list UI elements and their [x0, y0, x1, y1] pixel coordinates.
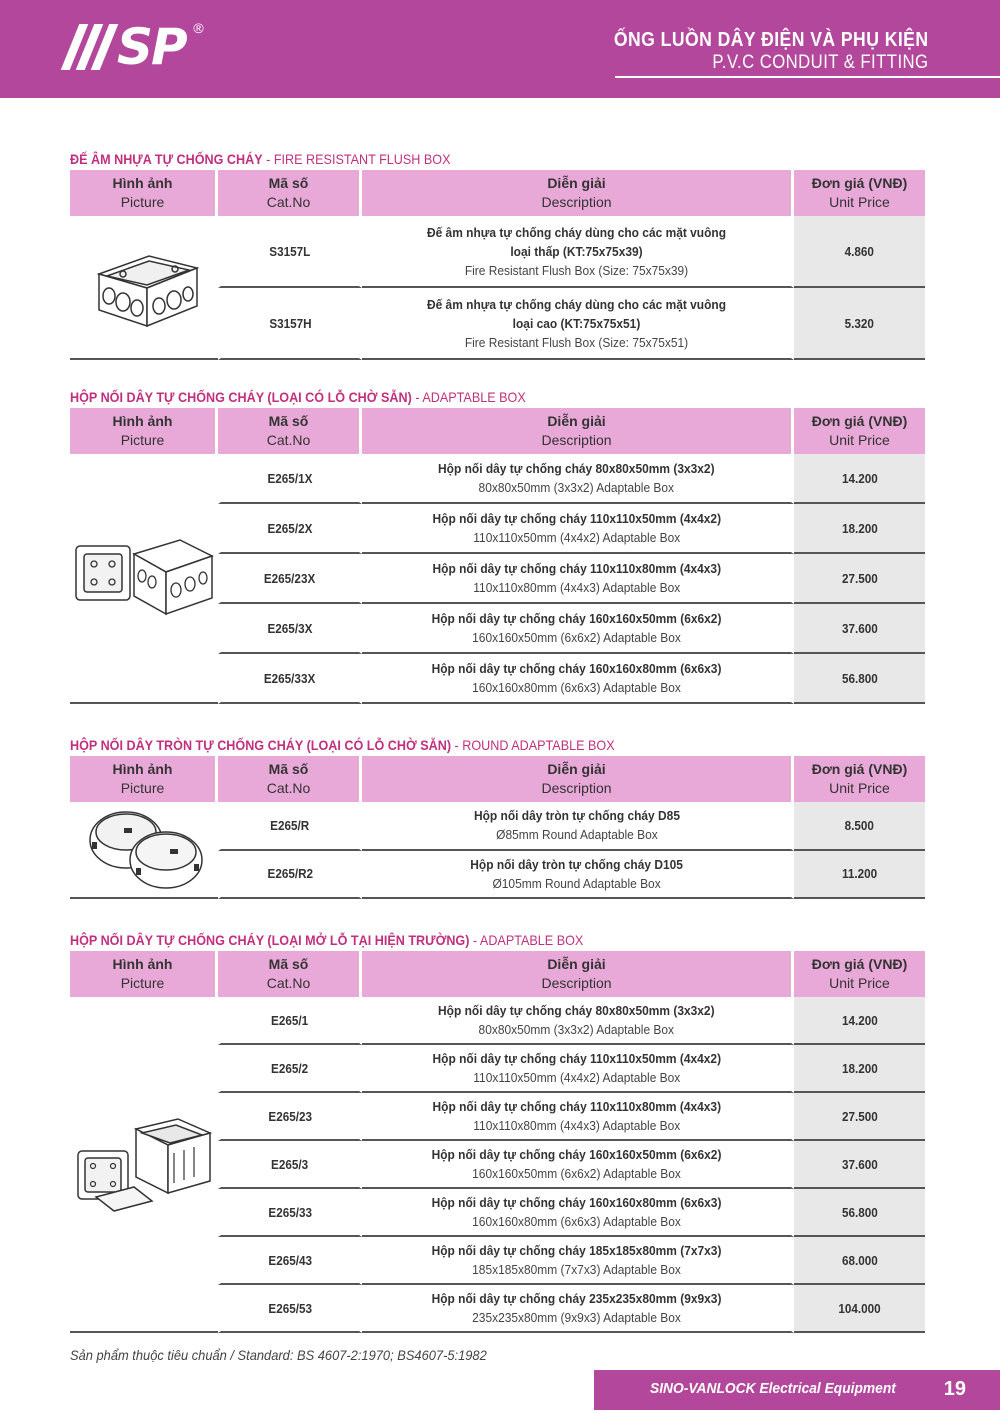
table-row	[70, 216, 925, 288]
cat-no: E265/3X	[218, 604, 362, 654]
cat-no: E265/1X	[218, 454, 362, 504]
unit-price: 104.000	[794, 1285, 925, 1333]
description: Hộp nối dây tự chống cháy 160x160x80mm (6x6x3) 160x160x80mm (6x6x3) Adaptable Box	[362, 1189, 794, 1237]
cat-no: E265/33X	[218, 654, 362, 704]
unit-price: 56.800	[794, 654, 925, 704]
adaptable-box-image	[70, 454, 218, 704]
flush-box-icon	[79, 236, 209, 336]
col-description: Diễn giải Description	[362, 408, 794, 454]
col-price: Đơn giá (VNĐ) Unit Price	[794, 951, 925, 997]
table-header-row	[70, 408, 925, 454]
description: Hộp nối dây tự chống cháy 80x80x50mm (3x3x2) 80x80x50mm (3x3x2) Adaptable Box	[362, 997, 794, 1045]
description: Hộp nối dây tròn tự chống cháy D105 Ø105mm Round Adaptable Box	[362, 851, 794, 900]
unit-price: 18.200	[794, 1045, 925, 1093]
cat-no: E265/R	[218, 802, 362, 851]
unit-price: 37.600	[794, 1141, 925, 1189]
description: Hộp nối dây tự chống cháy 185x185x80mm (7x7x3) 185x185x80mm (7x7x3) Adaptable Box	[362, 1237, 794, 1285]
unit-price: 27.500	[794, 1093, 925, 1141]
section-adaptable-box-field-punched	[70, 931, 925, 1333]
section-round-adaptable-box	[70, 736, 925, 899]
unit-price: 4.860	[794, 216, 925, 288]
cat-no: E265/23X	[218, 554, 362, 604]
logo-slashes-icon	[70, 24, 109, 70]
description: Hộp nối dây tròn tự chống cháy D85 Ø85mm Round Adaptable Box	[362, 802, 794, 851]
col-code: Mã số Cat.No	[218, 170, 362, 216]
col-code: Mã số Cat.No	[218, 951, 362, 997]
product-table	[70, 170, 925, 360]
description: Hộp nối dây tự chống cháy 80x80x50mm (3x3x2) 80x80x50mm (3x3x2) Adaptable Box	[362, 454, 794, 504]
col-description: Diễn giải Description	[362, 951, 794, 997]
description: Hộp nối dây tự chống cháy 110x110x50mm (4x4x2) 110x110x50mm (4x4x2) Adaptable Box	[362, 1045, 794, 1093]
section-title: HỘP NỐI DÂY TỰ CHỐNG CHÁY (LOẠI MỞ LỖ TẠI HIỆN TRƯỜNG) - ADAPTABLE BOX	[70, 932, 584, 948]
unit-price: 11.200	[794, 851, 925, 900]
page-number: 19	[943, 1378, 966, 1400]
unit-price: 5.320	[794, 288, 925, 360]
col-code: Mã số Cat.No	[218, 756, 362, 802]
header-titles	[571, 28, 929, 74]
cat-no: E265/43	[218, 1237, 362, 1285]
table-row	[70, 997, 925, 1045]
round-box-icon	[82, 802, 207, 894]
unit-price: 14.200	[794, 454, 925, 504]
cat-no: E265/2	[218, 1045, 362, 1093]
product-table	[70, 408, 925, 704]
description: Hộp nối dây tự chống cháy 110x110x80mm (4x4x3) 110x110x80mm (4x4x3) Adaptable Box	[362, 1093, 794, 1141]
description: Hộp nối dây tự chống cháy 160x160x50mm (6x6x2) 160x160x50mm (6x6x2) Adaptable Box	[362, 1141, 794, 1189]
cat-no: E265/2X	[218, 504, 362, 554]
product-table	[70, 756, 925, 899]
table-header-row	[70, 951, 925, 997]
product-table	[70, 951, 925, 1333]
footer-brand: SINO-VANLOCK Electrical Equipment	[650, 1380, 896, 1397]
description: Hộp nối dây tự chống cháy 110x110x80mm (4x4x3) 110x110x80mm (4x4x3) Adaptable Box	[362, 554, 794, 604]
unit-price: 18.200	[794, 504, 925, 554]
table-header-row	[70, 170, 925, 216]
flush-box-image	[70, 216, 218, 360]
unit-price: 14.200	[794, 997, 925, 1045]
col-description: Diễn giải Description	[362, 756, 794, 802]
logo-text: SP	[117, 18, 186, 76]
standard-note: Sản phẩm thuộc tiêu chuẩn / Standard: BS 4607-2:1970; BS4607-5:1982	[70, 1347, 487, 1363]
registered-mark: ®	[193, 20, 204, 36]
description: Đế âm nhựa tự chống cháy dùng cho các mặt vuông loại cao (KT:75x75x51) Fire Resistant Flush Box (Size: 75x75x51)	[362, 288, 794, 360]
adaptable-box-open-icon	[74, 1113, 214, 1213]
unit-price: 8.500	[794, 802, 925, 851]
col-price: Đơn giá (VNĐ) Unit Price	[794, 756, 925, 802]
col-description: Diễn giải Description	[362, 170, 794, 216]
cat-no: E265/3	[218, 1141, 362, 1189]
cat-no: E265/33	[218, 1189, 362, 1237]
unit-price: 56.800	[794, 1189, 925, 1237]
unit-price: 37.600	[794, 604, 925, 654]
header-title-vn: ỐNG LUỒN DÂY ĐIỆN VÀ PHỤ KIỆN	[613, 29, 928, 51]
table-row	[70, 802, 925, 851]
table-header-row	[70, 756, 925, 802]
col-price: Đơn giá (VNĐ) Unit Price	[794, 170, 925, 216]
cat-no: E265/53	[218, 1285, 362, 1333]
table-row	[70, 454, 925, 504]
col-picture: Hình ảnh Picture	[70, 756, 218, 802]
description: Hộp nối dây tự chống cháy 160x160x80mm (6x6x3) 160x160x80mm (6x6x3) Adaptable Box	[362, 654, 794, 704]
page-header	[0, 0, 1000, 98]
round-box-image	[70, 802, 218, 899]
page-footer	[594, 1370, 1000, 1410]
adaptable-box-open-image	[70, 997, 218, 1333]
description: Hộp nối dây tự chống cháy 235x235x80mm (9x9x3) 235x235x80mm (9x9x3) Adaptable Box	[362, 1285, 794, 1333]
description: Đế âm nhựa tự chống cháy dùng cho các mặt vuông loại thấp (KT:75x75x39) Fire Resistant Flush Box (Size: 75x75x39)	[362, 216, 794, 288]
description: Hộp nối dây tự chống cháy 110x110x50mm (4x4x2) 110x110x50mm (4x4x2) Adaptable Box	[362, 504, 794, 554]
unit-price: 68.000	[794, 1237, 925, 1285]
section-title: HỘP NỐI DÂY TỰ CHỐNG CHÁY (LOẠI CÓ LỖ CHỜ SẴN) - ADAPTABLE BOX	[70, 389, 526, 405]
col-code: Mã số Cat.No	[218, 408, 362, 454]
header-divider	[615, 76, 1000, 78]
col-picture: Hình ảnh Picture	[70, 170, 218, 216]
cat-no: E265/23	[218, 1093, 362, 1141]
sp-logo	[70, 18, 204, 76]
section-title: ĐẾ ÂM NHỰA TỰ CHỐNG CHÁY - FIRE RESISTANT FLUSH BOX	[70, 151, 451, 167]
col-picture: Hình ảnh Picture	[70, 408, 218, 454]
col-picture: Hình ảnh Picture	[70, 951, 218, 997]
cat-no: E265/R2	[218, 851, 362, 900]
adaptable-box-icon	[72, 532, 217, 622]
description: Hộp nối dây tự chống cháy 160x160x50mm (6x6x2) 160x160x50mm (6x6x2) Adaptable Box	[362, 604, 794, 654]
section-flush-box	[70, 150, 925, 360]
unit-price: 27.500	[794, 554, 925, 604]
cat-no: S3157H	[218, 288, 362, 360]
section-adaptable-box-prepunched	[70, 388, 925, 704]
section-title: HỘP NỐI DÂY TRÒN TỰ CHỐNG CHÁY (LOẠI CÓ LỖ CHỜ SẴN) - ROUND ADAPTABLE BOX	[70, 737, 615, 753]
cat-no: S3157L	[218, 216, 362, 288]
col-price: Đơn giá (VNĐ) Unit Price	[794, 408, 925, 454]
cat-no: E265/1	[218, 997, 362, 1045]
header-title-en: P.V.C CONDUIT & FITTING	[711, 52, 928, 73]
